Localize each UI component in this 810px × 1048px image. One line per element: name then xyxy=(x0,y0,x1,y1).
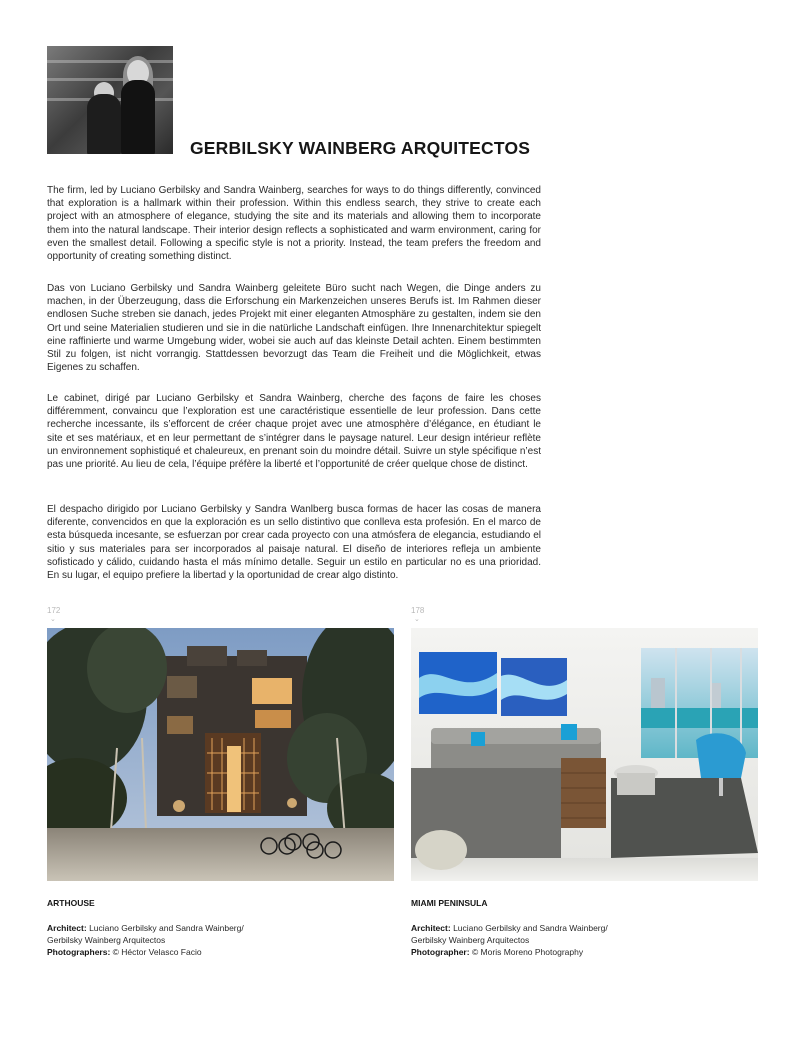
intro-text-english: The firm, led by Luciano Gerbilsky and Sandra Wainberg, searches for ways to do things differently, convinced that exploration is a hallmark within their profession. Within this endless search, they strive to create each project with an atmosphere of elegance, studying the site and its materials and allowing them to incorporate them into the natural landscape. Their interior design reflects a sophisticated and warm environment, caring for even the smallest detail. Following a specific style is not a priority. Instead, the team prefers the freedom and opportunity of creating something distinct. xyxy=(47,185,541,263)
page-number: 178 xyxy=(411,606,425,615)
page-number: 172 xyxy=(47,606,61,615)
architects-portrait-photo xyxy=(47,46,173,154)
architect-credit xyxy=(47,922,377,934)
architect-firm: Gerbilsky Wainberg Arquitectos xyxy=(411,935,530,946)
photographer-credit xyxy=(47,946,377,958)
photographer-name: © Moris Moreno Photography xyxy=(471,947,584,958)
credits-arthouse xyxy=(47,922,377,959)
architect-names: Luciano Gerbilsky and Sandra Wainberg/ xyxy=(453,923,608,933)
page-reference-miami xyxy=(411,606,424,624)
architect-label: Architect: xyxy=(411,923,451,933)
architect-names: Luciano Gerbilsky and Sandra Wainberg/ xyxy=(89,923,244,933)
chevron-down-icon: ⌄ xyxy=(414,616,420,623)
intro-text-german: Das von Luciano Gerbilsky und Sandra Wainberg geleitete Büro sucht nach Wegen, die Dinge anders zu machen, in der Überzeugung, dass die Erforschung ein Markenzeichen unseres Berufs ist. Im Rahmen dieser endlosen Suche streben sie danach, jedes Projekt mit einer eleganten Atmosphäre zu gestalten, indem sie den Ort und seine Materialien studieren und sie in die natürliche Landschaft einfügen. Ihre Innenarchitektur spiegelt eine raffinierte und warme Umgebung wider, wobei sie auch auf das kleinste Detail achten. Einem bestimmten Stil zu folgen, ist nicht vorrangig. Stattdessen bevorzugt das Team die Freiheit und die Möglichkeit, etwas Eigenes zu schaffen. xyxy=(47,283,541,374)
architect-firm: Gerbilsky Wainberg Arquitectos xyxy=(47,935,166,946)
studio-title: GERBILSKY WAINBERG ARQUITECTOS xyxy=(190,138,531,158)
photographer-label: Photographers: xyxy=(47,947,111,958)
intro-text-french: Le cabinet, dirigé par Luciano Gerbilsky et Sandra Wainberg, cherche des façons de faire les choses différemment, convaincu que l’exploration est une caractéristique essentielle de leur profession. Dans cette recherche incessante, ils s’efforcent de créer chaque projet avec une atmosphère d’élégance, en étudiant le site et ses matériaux, et en leur permettant de s’intégrer dans le paysage naturel. Leur design intérieur reflète un environnement sophistiqué et chaleureux, en prenant soin du moindre détail. Suivre un style spécifique n’est pas une priorité. Au lieu de cela, l’équipe préfère la liberté et l’opportunité de créer quelque chose de distinct. xyxy=(47,393,541,471)
project-title-arthouse: ARTHOUSE xyxy=(47,898,95,908)
architect-label: Architect: xyxy=(47,923,87,933)
intro-text-spanish: El despacho dirigido por Luciano Gerbilsky y Sandra Wanlberg busca formas de hacer las cosas de manera diferente, convencidos en que la exploración es un sello distintivo que conlleva esta profesión. En el marco de esta búsqueda incesante, se esfuerzan por crear cada proyecto con una atmósfera de elegancia, estudiando el sitio y sus materiales para ser incorporados al paisaje natural. El diseño de interiores refleja un ambiente sofisticado y cálido, cuidando hasta el más mínimo detalle. Seguir un estilo en particular no es una prioridad. En su lugar, el equipo prefiere la libertad y la oportunidad de crear algo distinto. xyxy=(47,504,541,582)
photographer-credit xyxy=(411,946,741,958)
chevron-down-icon: ⌄ xyxy=(50,616,56,623)
project-title-miami-peninsula: MIAMI PENINSULA xyxy=(411,898,488,908)
photographer-label: Photographer: xyxy=(411,947,470,958)
miami-peninsula-photo xyxy=(411,628,758,881)
credits-miami-peninsula xyxy=(411,922,741,959)
architect-credit xyxy=(411,922,741,934)
arthouse-photo xyxy=(47,628,394,881)
photographer-name: © Héctor Velasco Facio xyxy=(112,947,202,958)
page-reference-arthouse xyxy=(47,606,60,624)
